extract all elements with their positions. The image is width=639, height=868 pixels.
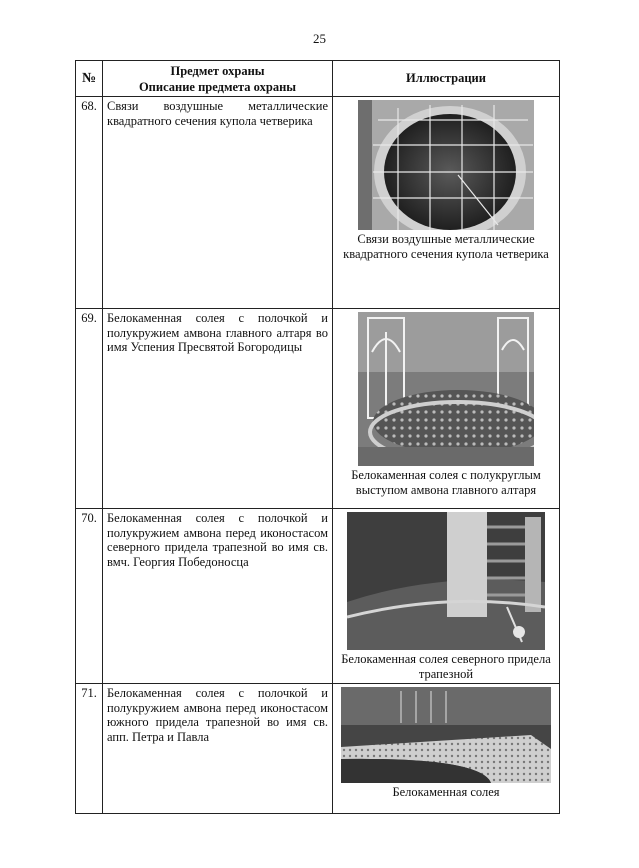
protection-items-table [75, 60, 560, 814]
row-description: Белокаменная солея с полочкой и полукружием амвона главного алтаря во имя Успения Пресвятой Богородицы [103, 309, 333, 509]
row-description: Белокаменная солея с полочкой и полукружием амвона перед иконостасом южного придела трапезной во имя св. апп. Петра и Павла [103, 684, 333, 814]
row-description: Белокаменная солея с полочкой и полукружием амвона перед иконостасом северного придела трапезной во имя св. вмч. Георгия Победоносца [103, 509, 333, 684]
illustration-caption: Связи воздушные металлические квадратного сечения купола четверика [343, 232, 549, 261]
soleas-ambo-carpet-photo [358, 312, 534, 466]
row-illustration [333, 97, 560, 309]
row-illustration [333, 509, 560, 684]
illustration-caption: Белокаменная солея с полукруглым выступом амвона главного алтаря [351, 468, 541, 497]
table-row [76, 509, 560, 684]
illustration-caption: Белокаменная солея [392, 785, 500, 799]
column-header-number: № [76, 61, 103, 97]
table-row [76, 684, 560, 814]
row-number: 69. [76, 309, 103, 509]
row-description: Связи воздушные металлические квадратного сечения купола четверика [103, 97, 333, 309]
row-illustration [333, 309, 560, 509]
row-illustration [333, 684, 560, 814]
column-header-subject-line1: Предмет охраны [170, 63, 265, 78]
row-number: 71. [76, 684, 103, 814]
page-number: 25 [313, 31, 326, 46]
table-row [76, 309, 560, 509]
column-header-illustrations: Иллюстрации [333, 61, 560, 97]
row-number: 68. [76, 97, 103, 309]
illustration-caption: Белокаменная солея северного придела трапезной [341, 652, 551, 681]
south-chapel-soleas-photo [341, 687, 551, 783]
table-row [76, 97, 560, 309]
north-chapel-soleas-photo [347, 512, 545, 650]
dome-window-grid-photo [358, 100, 534, 230]
column-header-subject-line2: Описание предмета охраны [138, 79, 297, 94]
column-header-subject [103, 61, 333, 97]
table-header-row [76, 61, 560, 97]
row-number: 70. [76, 509, 103, 684]
